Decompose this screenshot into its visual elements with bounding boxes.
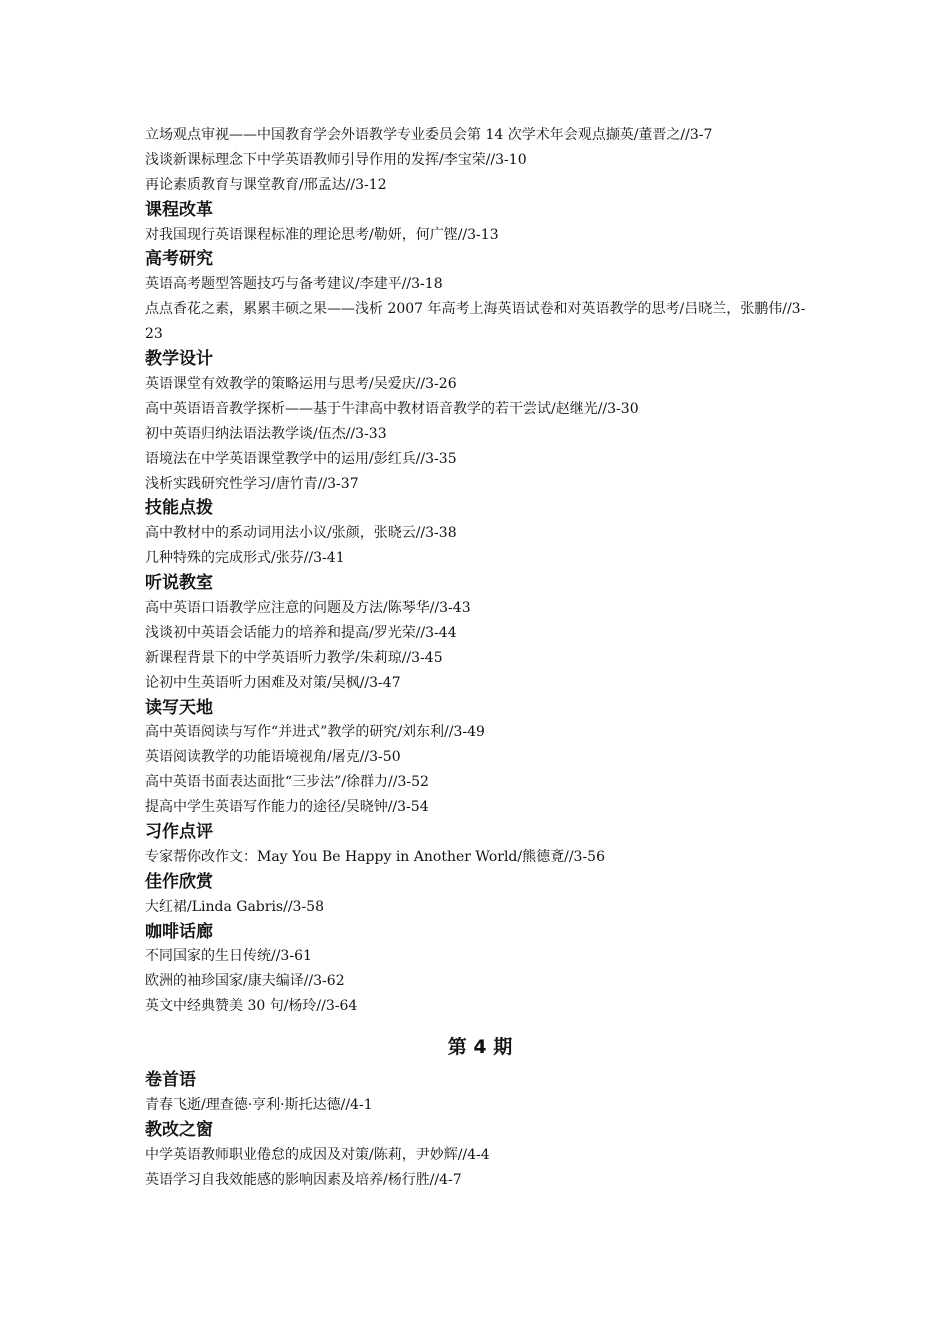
toc-entry: 不同国家的生日传统//3-61 [145,948,312,965]
section-heading: 听说教室 [145,573,213,594]
toc-entry: 对我国现行英语课程标准的理论思考/勒妍，何广铿//3-13 [145,226,499,243]
section-heading: 卷首语 [145,1070,196,1091]
table-of-contents [145,123,815,1193]
section-heading: 习作点评 [145,821,213,842]
toc-entry: 浅谈初中英语会话能力的培养和提高/罗光荣//3-44 [145,624,457,641]
issue-heading: 第 4 期 [447,1036,513,1059]
toc-entry: 高中英语口语教学应注意的问题及方法/陈琴华//3-43 [145,599,471,616]
toc-entry: 几种特殊的完成形式/张芬//3-41 [145,550,345,567]
section-heading: 课程改革 [145,199,213,220]
toc-entry: 高中英语阅读与写作“并进式”教学的研究/刘东利//3-49 [145,724,485,741]
toc-entry: 英语学习自我效能感的影响因素及培养/杨行胜//4-7 [145,1171,462,1188]
toc-entry: 语境法在中学英语课堂教学中的运用/彭红兵//3-35 [145,450,457,467]
section-heading: 读写天地 [145,697,213,718]
section-heading: 咖啡话廊 [145,921,213,942]
toc-entry: 大红裙/Linda Gabris//3-58 [145,898,324,915]
toc-entry: 中学英语教师职业倦怠的成因及对策/陈莉，尹妙辉//4-4 [145,1146,490,1163]
toc-entry: 论初中生英语听力困难及对策/吴枫//3-47 [145,674,401,691]
toc-entry: 浅谈新课标理念下中学英语教师引导作用的发挥/李宝荣//3-10 [145,151,527,168]
toc-entry: 英语高考题型答题技巧与备考建议/李建平//3-18 [145,276,443,293]
toc-entry: 英语阅读教学的功能语境视角/屠克//3-50 [145,749,401,766]
toc-entry: 青春飞逝/理查德·亨利·斯托达德//4-1 [145,1097,373,1113]
toc-entry: 高中英语书面表达面批“三步法”/徐群力//3-52 [145,774,429,791]
section-heading: 教学设计 [145,349,213,370]
section-heading: 高考研究 [145,249,213,270]
toc-entry: 再论素质教育与课堂教育/邢孟达//3-12 [145,176,387,193]
toc-entry: 专家帮你改作文：May You Be Happy in Another World/熊德斍//3-56 [145,848,605,865]
toc-entry: 英文中经典赞美 30 句/杨玲//3-64 [145,998,358,1015]
section-heading: 佳作欣赏 [145,871,213,892]
section-heading: 教改之窗 [145,1119,213,1140]
toc-entry: 高中教材中的系动词用法小议/张颜，张晓云//3-38 [145,525,457,542]
toc-entry: 浅析实践研究性学习/唐竹青//3-37 [145,475,359,492]
toc-entry: 初中英语归纳法语法教学谈/伍杰//3-33 [145,425,387,442]
section-heading: 技能点拨 [145,498,213,519]
toc-entry: 立场观点审视——中国教育学会外语教学专业委员会第 14 次学术年会观点撷英/董晋之//3-7 [145,127,713,143]
toc-entry: 提高中学生英语写作能力的途径/吴晓钟//3-54 [145,799,429,816]
toc-entry: 高中英语语音教学探析——基于牛津高中教材语音教学的若干尝试/赵继光//3-30 [145,400,639,417]
toc-entry: 欧洲的袖珍国家/康夫编译//3-62 [145,973,345,990]
toc-entry: 英语课堂有效教学的策略运用与思考/吴爱庆//3-26 [145,375,457,392]
toc-entry: 新课程背景下的中学英语听力教学/朱莉琼//3-45 [145,649,443,666]
toc-entry: 点点香花之素，累累丰硕之果——浅析 2007 年高考上海英语试卷和对英语教学的思考/吕晓兰，张鹏伟//3-23 [145,301,806,343]
